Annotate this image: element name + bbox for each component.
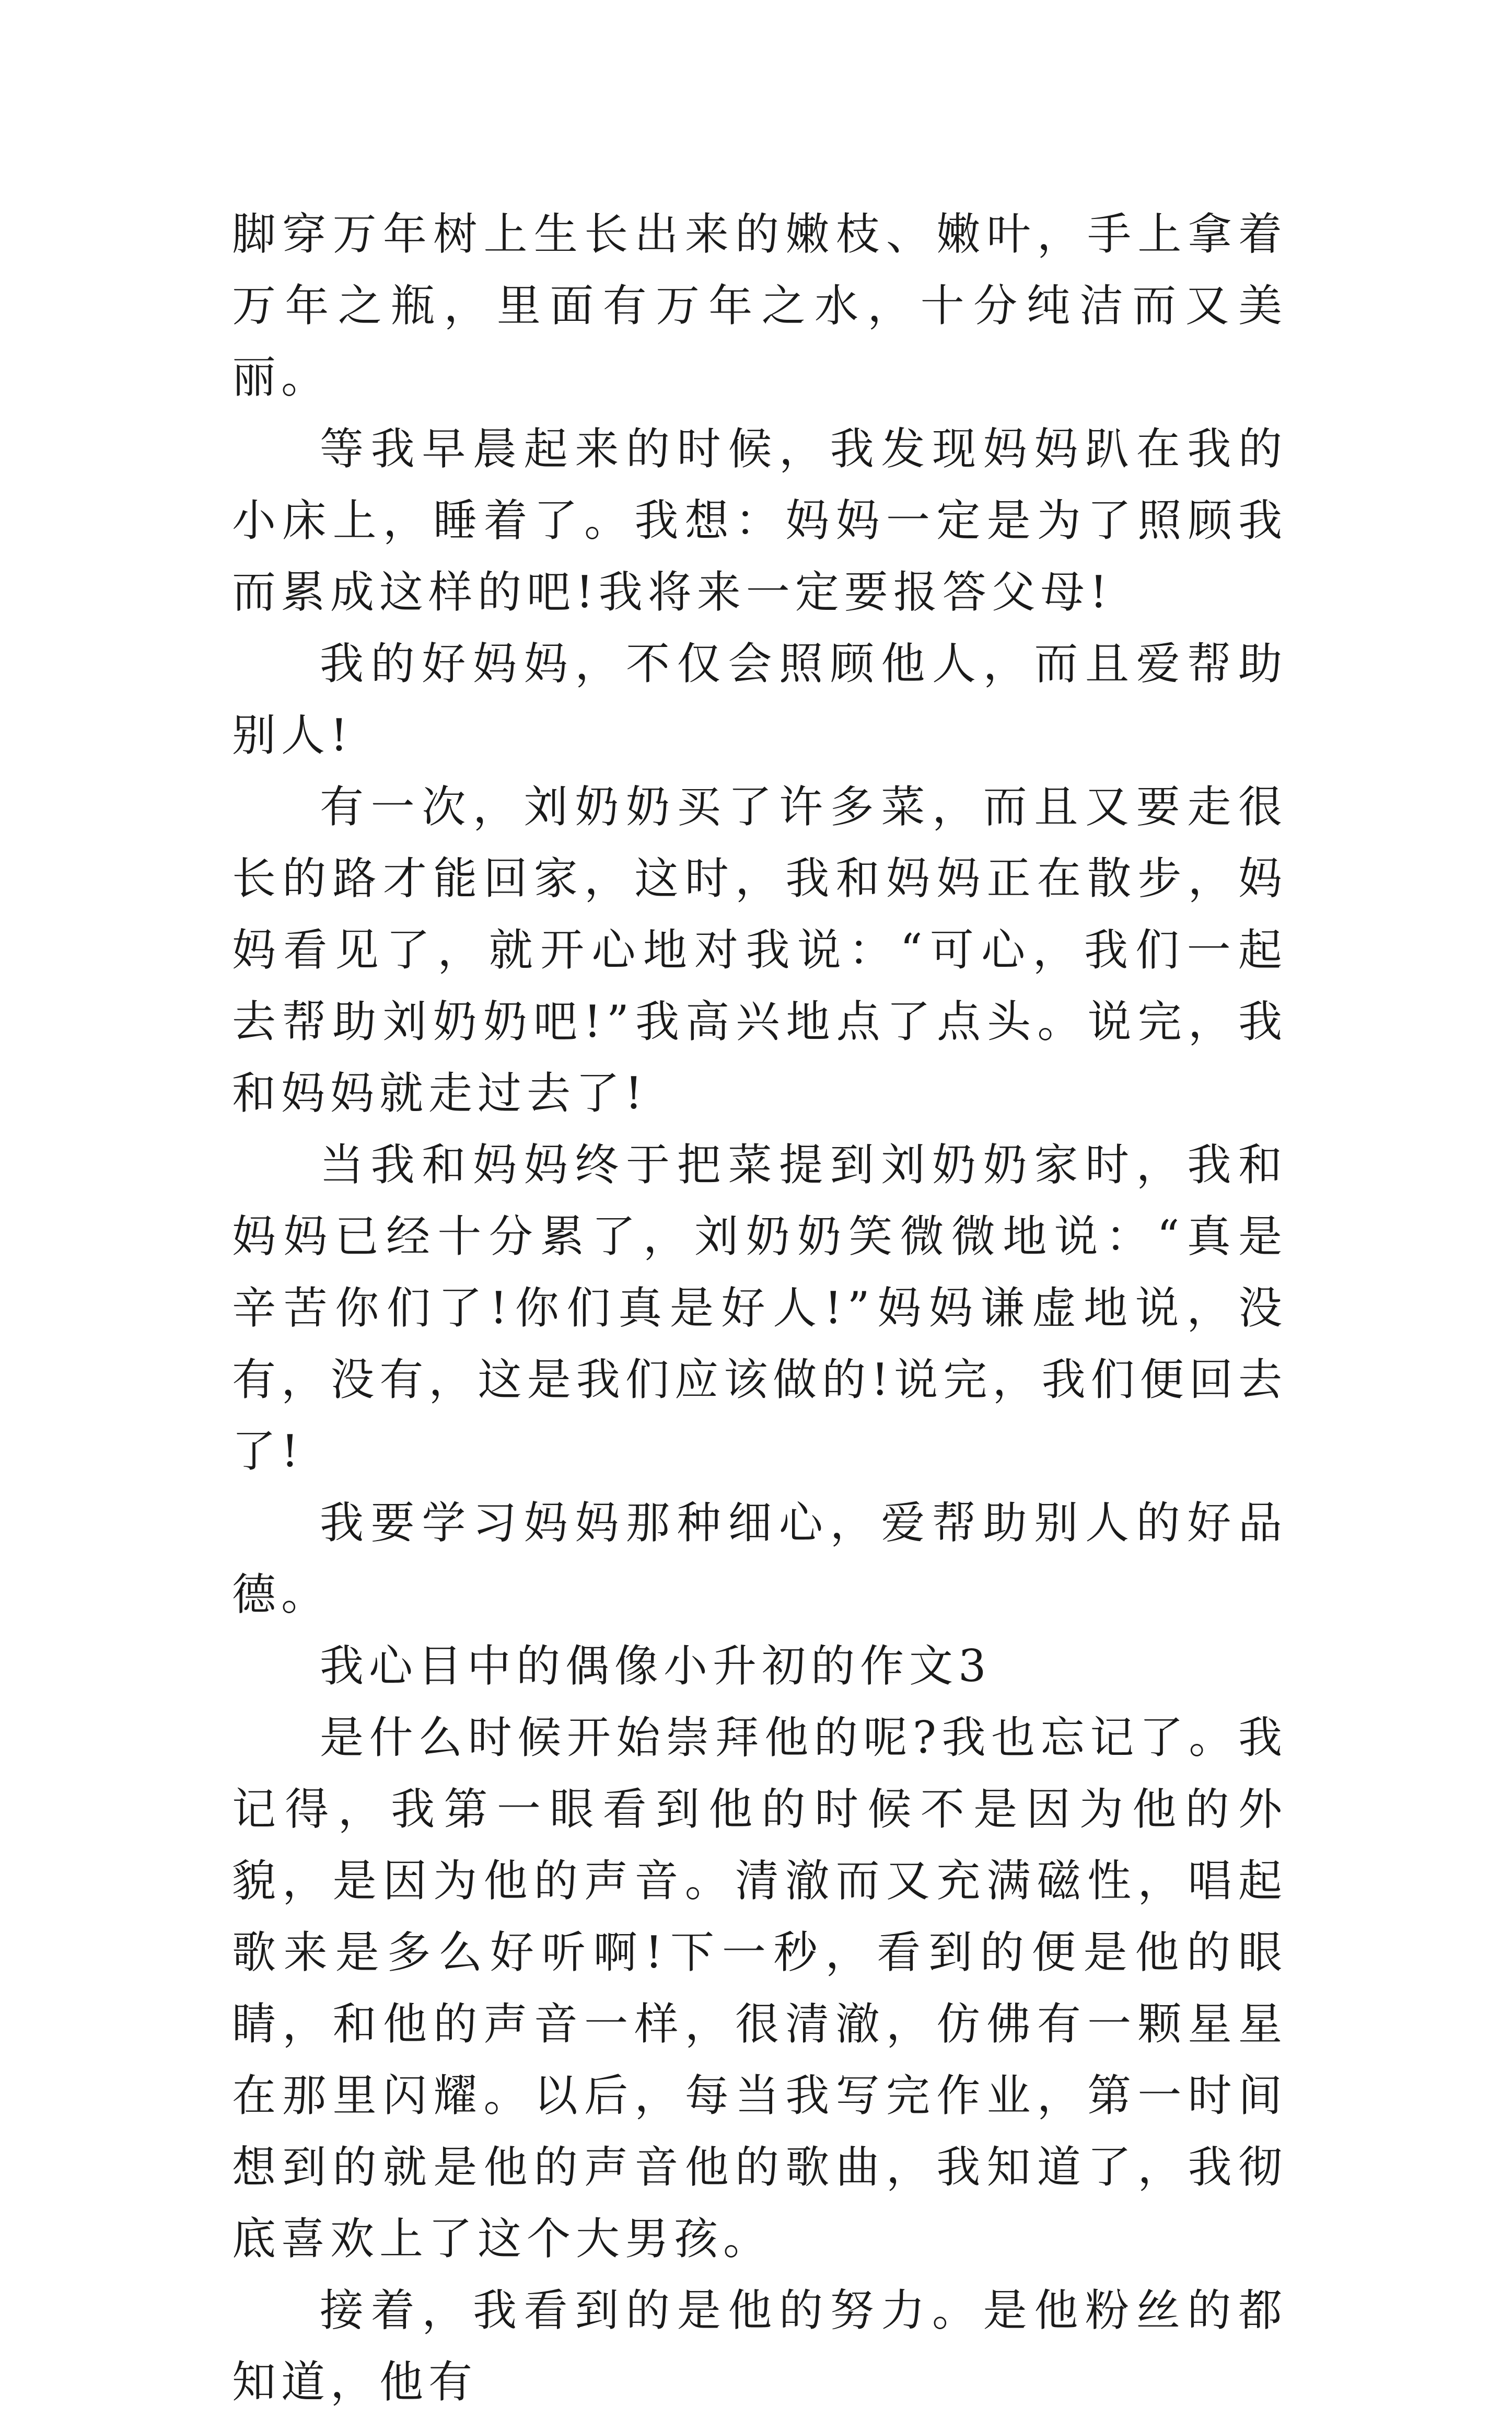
section-heading: 我心目中的偶像小升初的作文3 — [320, 1640, 992, 1692]
paragraph-5: 当我和妈妈终于把菜提到刘奶奶家时，我和妈妈已经十分累了，刘奶奶笑微微地说：“真是辛苦你们了!你们真是好人!”妈妈谦虚地说，没有，没有，这是我们应该做的!说完，我们便回去了! — [232, 1139, 1287, 1477]
paragraph-8: 接着，我看到的是他的努力。是他粉丝的都知道，他有 — [232, 2285, 1287, 2408]
paragraph-3: 我的好妈妈，不仅会照顾他人，而且爱帮助别人! — [232, 638, 1287, 761]
paragraph-6: 我要学习妈妈那种细心，爱帮助别人的好品德。 — [232, 1497, 1287, 1620]
paragraph-4: 有一次，刘奶奶买了许多菜，而且又要走很长的路才能回家，这时，我和妈妈正在散步，妈妈看见了，就开心地对我说：“可心，我们一起去帮助刘奶奶吧!”我高兴地点了点头。说完，我和妈妈就走过去了! — [232, 781, 1287, 1119]
paragraph-7: 是什么时候开始崇拜他的呢?我也忘记了。我记得，我第一眼看到他的时候不是因为他的外貌，是因为他的声音。清澈而又充满磁性，唱起歌来是多么好听啊!下一秒，看到的便是他的眼睛，和他的声音一样，很清澈，仿佛有一颗星星在那里闪耀。以后，每当我写完作业，第一时间想到的就是他的声音他的歌曲，我知道了，我彻底喜欢上了这个大男孩。 — [232, 1712, 1287, 2264]
document-body — [232, 199, 1287, 2418]
paragraph-2: 等我早晨起来的时候，我发现妈妈趴在我的小床上，睡着了。我想：妈妈一定是为了照顾我而累成这样的吧!我将来一定要报答父母! — [232, 423, 1287, 618]
paragraph-1: 脚穿万年树上生长出来的嫩枝、嫩叶，手上拿着万年之瓶，里面有万年之水，十分纯洁而又美丽。 — [232, 209, 1287, 403]
